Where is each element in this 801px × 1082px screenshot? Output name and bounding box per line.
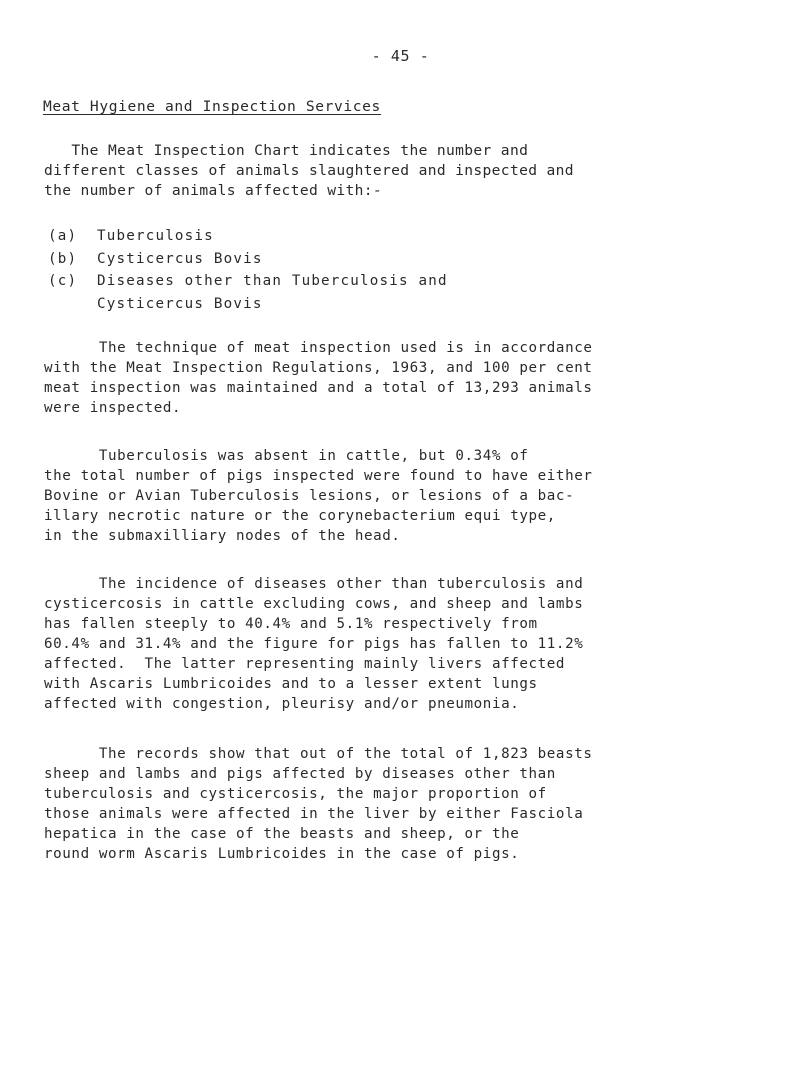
paragraph-line: sheep and lambs and pigs affected by diseases other than [44,766,556,782]
list-marker: (b) [48,250,78,267]
section-heading: Meat Hygiene and Inspection Services [43,98,381,115]
incidence-paragraph [44,574,583,714]
list-item-text: Cysticercus Bovis [97,250,263,267]
intro-line: The Meat Inspection Chart indicates the number and [44,142,529,159]
list-item-text: Diseases other than Tuberculosis and [97,273,448,289]
technique-paragraph [44,338,593,418]
paragraph-line: the total number of pigs inspected were found to have either [44,468,593,484]
paragraph-line: were inspected. [44,400,182,416]
paragraph-line: with Ascaris Lumbricoides and to a lesser extent lungs [44,676,538,692]
paragraph-line: affected with congestion, pleurisy and/or pneumonia. [44,696,520,712]
list-item [48,270,448,315]
list-item-text: Tuberculosis [97,228,214,244]
records-paragraph [44,744,593,864]
paragraph-line: with the Meat Inspection Regulations, 1963, and 100 per cent [44,360,593,376]
list-item-text: Cysticercus Bovis [97,295,263,312]
paragraph-line: Tuberculosis was absent in cattle, but 0.34% of [44,448,529,464]
paragraph-line: meat inspection was maintained and a total of 13,293 animals [44,380,593,396]
paragraph-line: tuberculosis and cysticercosis, the major proportion of [44,786,547,802]
page-number: - 45 - [371,47,430,65]
list-item [48,225,448,248]
paragraph-line: those animals were affected in the liver by either Fasciola [44,806,584,822]
paragraph-line: 60.4% and 31.4% and the figure for pigs has fallen to 11.2% [44,636,584,652]
intro-line: different classes of animals slaughtered and inspected and [44,162,574,179]
paragraph-line: has fallen steeply to 40.4% and 5.1% respectively from [44,616,538,632]
paragraph-line: affected. The latter representing mainly livers affected [44,656,566,672]
paragraph-line: The incidence of diseases other than tuberculosis and [44,576,584,592]
list-marker: (c) [48,273,78,289]
list-item [48,248,448,271]
paragraph-line: in the submaxilliary nodes of the head. [44,528,401,544]
paragraph-line: The technique of meat inspection used is in accordance [44,340,593,356]
list-marker: (a) [48,228,78,244]
paragraph-line: cysticercosis in cattle excluding cows, and sheep and lambs [44,596,584,612]
paragraph-line: illary necrotic nature or the corynebacterium equi type, [44,508,556,524]
paragraph-line: hepatica in the case of the beasts and sheep, or the [44,826,520,842]
paragraph-line: round worm Ascaris Lumbricoides in the case of pigs. [44,846,520,862]
paragraph-line: The records show that out of the total of 1,823 beasts [44,746,593,762]
tuberculosis-paragraph [44,446,593,546]
intro-paragraph [44,141,574,201]
disease-list [48,225,448,315]
intro-line: the number of animals affected with:- [44,182,383,199]
paragraph-line: Bovine or Avian Tuberculosis lesions, or lesions of a bac- [44,488,575,504]
